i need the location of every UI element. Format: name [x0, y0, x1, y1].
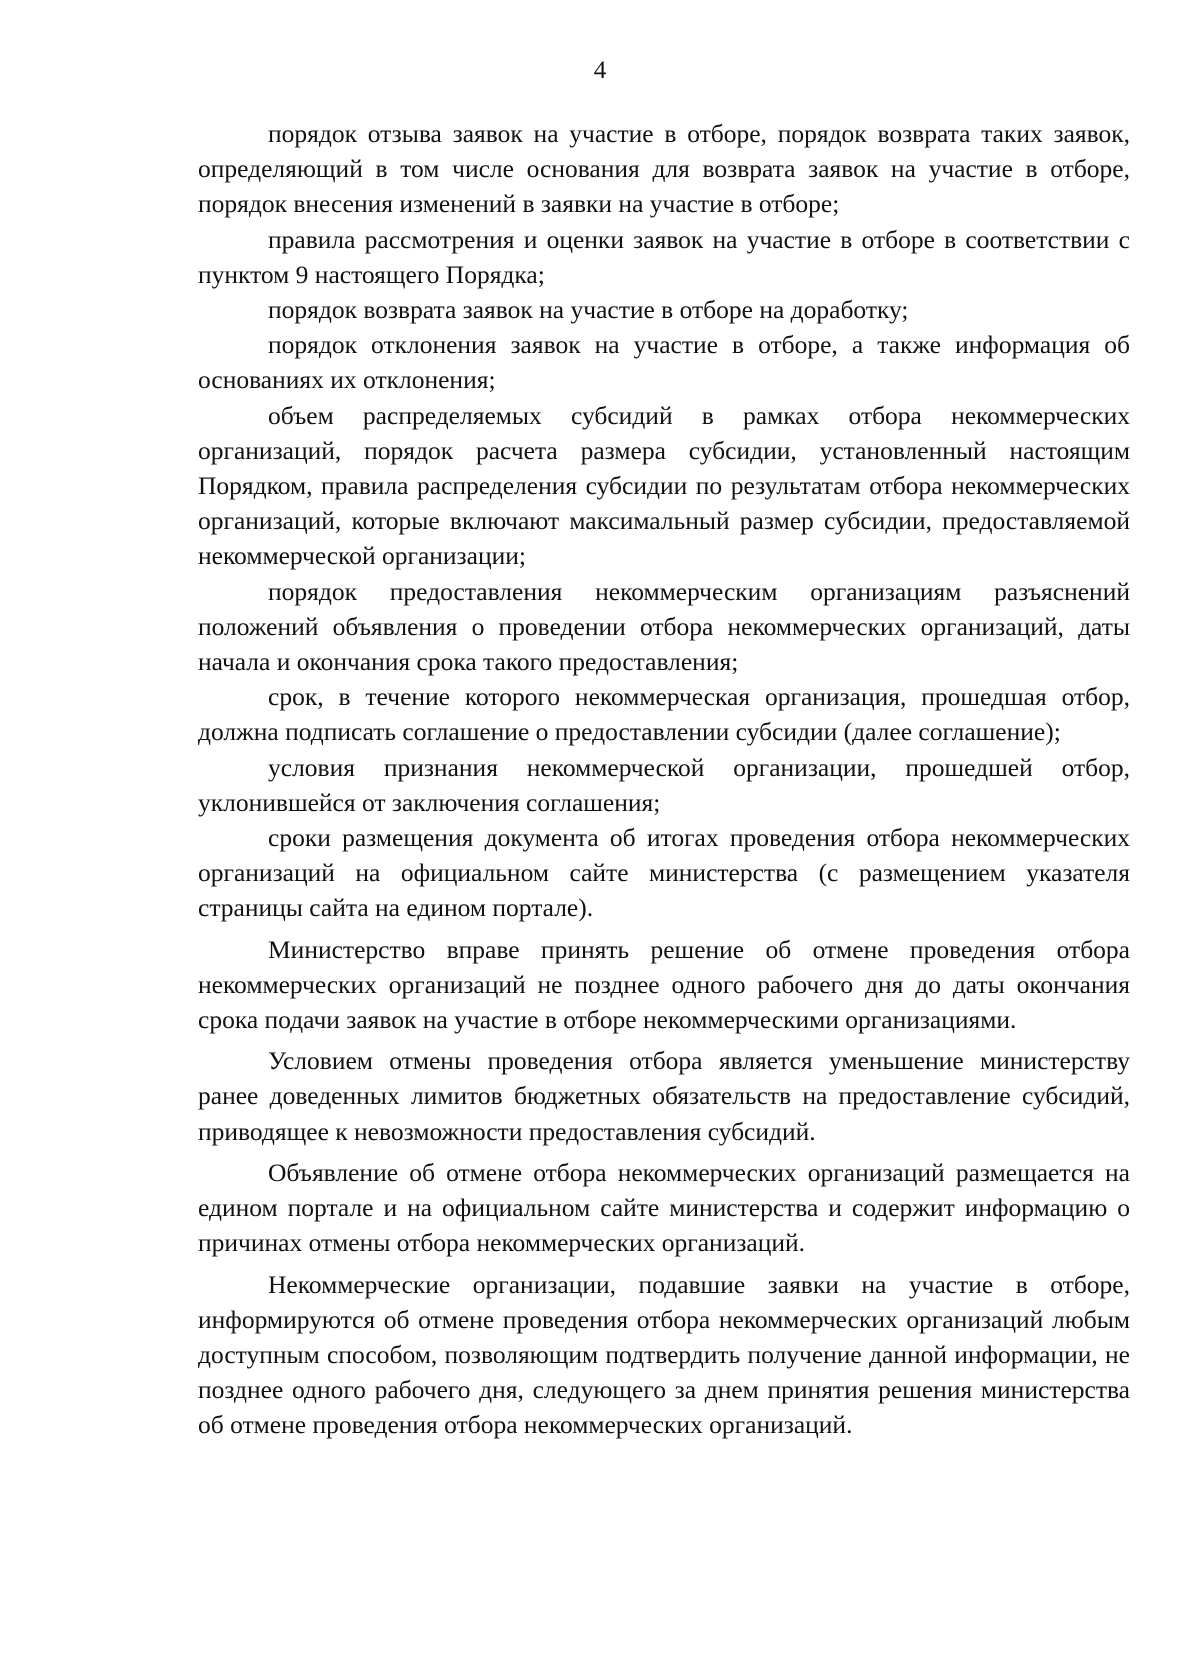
paragraph-results-publication: сроки размещения документа об итогах проведения отбора некоммерческих организаций на официальном сайте министерства (с размещением указателя страницы сайта на едином портале).	[198, 823, 1130, 923]
paragraph-agreement-deadline: срок, в течение которого некоммерческая организация, прошедшая отбор, должна подписать соглашение о предоставлении субсидии (далее соглашение);	[198, 682, 1130, 747]
paragraph-ministry-cancellation-right: Министерство вправе принять решение об отмене проведения отбора некоммерческих организаций не позднее одного рабочего дня до даты окончания срока подачи заявок на участие в отборе некоммерческими организациями.	[198, 934, 1130, 1035]
document-body	[198, 116, 1130, 1443]
page-number: 4	[593, 57, 607, 84]
paragraph-clarifications: порядок предоставления некоммерческим организациям разъяснений положений объявления о проведении отбора некоммерческих организаций, даты начала и окончания срока такого предоставления;	[198, 576, 1130, 677]
paragraph-rejection-procedure: порядок отклонения заявок на участие в отборе, а также информация об основаниях их отклонения;	[198, 330, 1130, 395]
paragraph-withdrawal-procedure: порядок отзыва заявок на участие в отборе, порядок возврата таких заявок, определяющий в том числе основания для возврата заявок на участие в отборе, порядок внесения изменений в заявки на участие в отборе;	[198, 119, 1130, 219]
paragraph-subsidy-volume: объем распределяемых субсидий в рамках отбора некоммерческих организаций, порядок расчета размера субсидии, установленный настоящим Порядком, правила распределения субсидии по результатам отбора некоммерческих организаций, которые включают максимальный размер субсидии, предоставляемой некоммерческой организации;	[198, 400, 1130, 571]
paragraph-cancellation-condition: Условием отмены проведения отбора является уменьшение министерству ранее доведенных лимитов бюджетных обязательств на предоставление субсидий, приводящее к невозможности предоставления субсидий.	[198, 1046, 1130, 1146]
paragraph-evasion-conditions: условия признания некоммерческой организации, прошедшей отбор, уклонившейся от заключения соглашения;	[198, 752, 1130, 817]
paragraph-cancellation-announcement: Объявление об отмене отбора некоммерческих организаций размещается на едином портале и на официальном сайте министерства и содержит информацию о причинах отмены отбора некоммерческих организаций.	[198, 1157, 1130, 1258]
paragraph-applicants-notification: Некоммерческие организации, подавшие заявки на участие в отборе, информируются об отмене проведения отбора некоммерческих организаций любым доступным способом, позволяющим подтвердить получение данной информации, не позднее одного рабочего дня, следующего за днем принятия решения министерства об отмене проведения отбора некоммерческих организаций.	[198, 1269, 1130, 1440]
paragraph-review-rules: правила рассмотрения и оценки заявок на участие в отборе в соответствии с пунктом 9 настоящего Порядка;	[198, 224, 1130, 289]
paragraph-return-for-revision: порядок возврата заявок на участие в отборе на доработку;	[268, 295, 909, 325]
